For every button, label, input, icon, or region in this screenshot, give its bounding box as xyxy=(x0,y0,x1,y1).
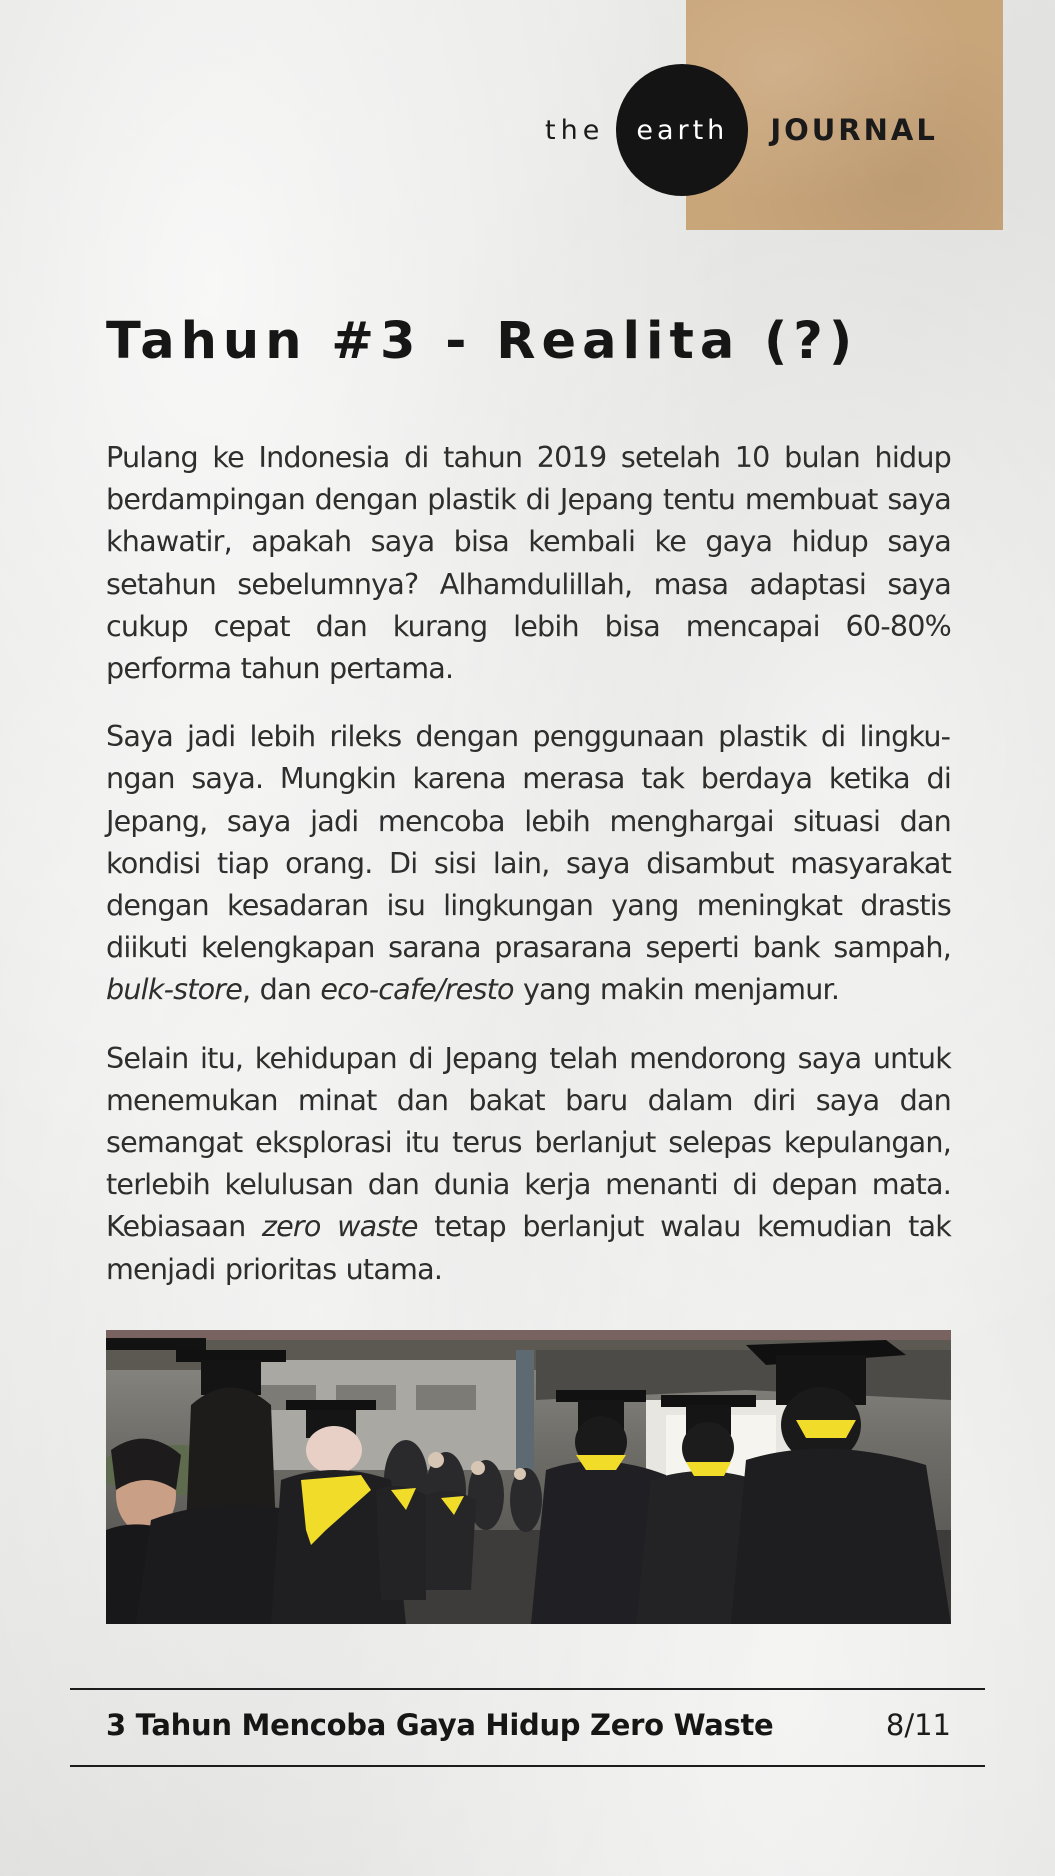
article-body xyxy=(106,436,951,1316)
paragraph-3-text-b: tetap berlanjut walau kemudian tak menjadi prioritas utama. xyxy=(106,1209,951,1286)
paragraph-1: Pulang ke Indonesia di tahun 2019 setelah 10 bulan hidup berdampingan dengan plastik di Jepang tentu membuat saya khawatir, apakah saya bisa kembali ke gaya hidup saya setahun sebelumnya? Alhamdulillah, masa adaptasi saya cukup cepat dan kurang lebih bisa mencapai 60-80% performa tahun pertama. xyxy=(106,440,951,686)
paragraph-2-text-b: , dan xyxy=(242,972,321,1007)
paragraph-3 xyxy=(106,1037,951,1290)
brand-logo xyxy=(545,64,938,196)
brand-journal-text: JOURNAL xyxy=(770,113,938,147)
page-title: Tahun #3 - Realita (?) xyxy=(106,312,859,371)
paragraph-3-emphasis-zero-waste: zero waste xyxy=(261,1209,418,1244)
brand-earth-text: earth xyxy=(636,114,729,146)
graduation-photo-illustration xyxy=(106,1330,951,1624)
paragraph-3-text-a: Selain itu, kehidupan di Jepang telah mendorong saya untuk menemukan minat dan bakat baru dalam diri saya dan semangat eksplorasi itu terus berlanjut selepas kepulangan, terlebih kelulusan dan dunia kerja menanti di depan mata. Kebiasaan xyxy=(106,1040,951,1244)
footer-series-title: 3 Tahun Mencoba Gaya Hidup Zero Waste xyxy=(106,1708,774,1742)
footer-bottom-rule xyxy=(70,1765,985,1767)
paragraph-2-emphasis-eco-cafe: eco-cafe/resto xyxy=(320,972,514,1007)
brand-the-text: the xyxy=(545,114,605,146)
footer-page-number: 8/11 xyxy=(885,1708,951,1742)
brand-circle xyxy=(616,64,748,196)
paragraph-2-text-a: Saya jadi lebih rileks dengan penggunaan plastik di lingkungan saya. Mungkin karena merasa tak berdaya ketika di Jepang, saya jadi mencoba lebih menghargai situasi dan kondisi tiap orang. Di sisi lain, saya disambut masyarakat dengan kesadaran isu lingkungan yang meningkat drastis diikuti kelengkapan sarana prasarana seperti bank sampah, xyxy=(106,719,951,965)
paragraph-2 xyxy=(106,715,951,1010)
footer-top-rule xyxy=(70,1688,985,1690)
paragraph-2-text-c: yang makin menjamur. xyxy=(513,972,840,1007)
graduation-photo xyxy=(106,1330,951,1624)
paragraph-2-emphasis-bulk-store: bulk-store xyxy=(106,972,243,1007)
